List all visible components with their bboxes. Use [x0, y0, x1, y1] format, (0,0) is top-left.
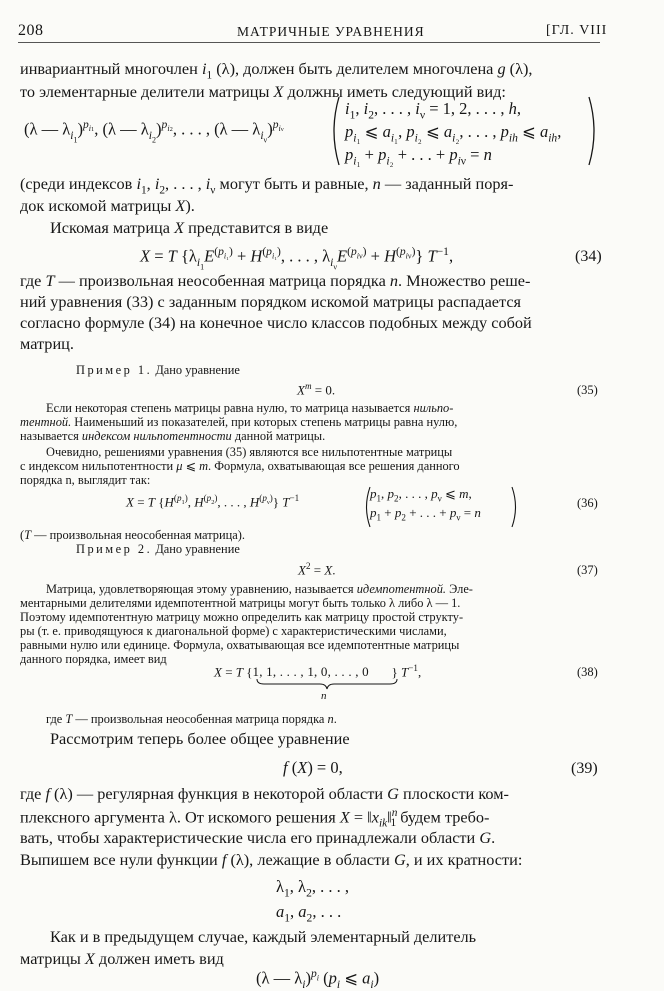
- para-6-line-1: где f (λ) — регулярная функция в некоторой области G плоскости ком-: [20, 784, 509, 803]
- equation-1-row-1: $i_1$, $i_2$, . . . , $i_\nu = 1$, 2, . . . , h,: [345, 99, 522, 122]
- para-3: Искомая матрица X представится в виде: [50, 218, 329, 237]
- para-2-line-1: (среди индексов $i_1$, $i_2$, . . . , $i_\nu$ могут быть и равные, n — заданный поря-: [20, 174, 514, 197]
- equation-37: $X^2 = X$.: [298, 561, 336, 578]
- small-para-2-line-2: с индексом нильпотентности μ ⩽ m. Формула, охватывающая все решения данного: [20, 459, 460, 473]
- equation-multiplicities: $a_1$, $a_2$, . . .: [276, 902, 342, 925]
- example-2-text: Дано уравнение: [155, 542, 240, 556]
- header-rule: [18, 42, 600, 43]
- example-2-label: Пример 2.: [76, 542, 153, 556]
- equation-38-brace-label: n: [321, 690, 327, 702]
- page-number: 208: [18, 22, 44, 39]
- equation-36-number: (36): [577, 496, 598, 510]
- small-para-2-line-1: Очевидно, решениями уравнения (35) являются все нильпотентные матрицы: [46, 445, 453, 459]
- para-7-line-1: Как и в предыдущем случае, каждый элементарный делитель: [50, 927, 477, 946]
- equation-1-row-3: $p_{i_1} + p_{i_2}$ + . . . + $p_{i\nu} = n$: [345, 145, 492, 168]
- equation-36: X = T {$H^{(p_1)}$, $H^{(p_2)}$, . . . , $H^{(p_\nu)}$} $T^{-1}$: [126, 493, 300, 510]
- equation-roots: $\lambda_1$, $\lambda_2$, . . . ,: [276, 877, 349, 900]
- para-1-line-2: то элементарные делители матрицы X должны иметь следующий вид:: [20, 82, 506, 101]
- para-4-line-1: где T — произвольная неособенная матрица порядка n. Множество реше-: [20, 271, 531, 290]
- para-1-line-1: инвариантный многочлен $i_1$ (λ), должен быть делителем многочлена g (λ),: [20, 59, 533, 82]
- para-7-line-2: матрицы X должен иметь вид: [20, 949, 224, 968]
- equation-1-prefix: (λ — $\lambda_{i_1})^{p_{i1}}$, (λ — $\lambda_{i_2})^{p_{i2}}$, . . . , (λ — $\lambda_{i_\nu})^{p_{i\nu}}$: [24, 119, 284, 145]
- para-4-line-2: ний уравнения (33) с заданным порядком искомой матрицы распадается: [20, 292, 522, 311]
- equation-1-row-2: $p_{i_1}$ ⩽ $a_{i_1}$, $p_{i_2}$ ⩽ $a_{i_2}$, . . . , $p_{ih}$ ⩽ $a_{ih}$,: [345, 122, 562, 145]
- equation-36-row-1: $p_1$, $p_2$, . . . , $p_\nu$ ⩽ m,: [370, 486, 472, 504]
- example-1-label: Пример 1.: [76, 363, 153, 377]
- equation-36-right-paren: [510, 486, 520, 528]
- para-6-line-3: вать, чтобы характеристические числа его принадлежали области G.: [20, 828, 496, 847]
- equation-34: X = T {$\lambda_{i_1}E^{(p_{i_1})} + H^{(p_{i_1})}$, . . . , $\lambda_{i_\nu}E^{(p_{i\nu})} + H^{(p_{i\nu})}$} $T^{-1}$,: [140, 246, 454, 272]
- small-para-1-line-2: тентной. Наименьший из показателей, при которых степень матрицы равна нулю,: [20, 415, 458, 429]
- para-2-line-2: док искомой матрицы X).: [20, 196, 195, 215]
- example-2-heading: [76, 543, 240, 555]
- equation-1-right-paren: [586, 95, 600, 167]
- equation-39-number: (39): [571, 760, 598, 777]
- small-para-1-line-3: называется индексом нильпотентности данной матрицы.: [20, 429, 326, 443]
- small-para-5: где T — произвольная неособенная матрица порядка n.: [46, 712, 337, 726]
- example-1-text: Дано уравнение: [155, 363, 240, 377]
- equation-last: (λ — $\lambda_i)^{p_i}$ ($p_i$ ⩽ $a_i$): [256, 968, 380, 991]
- running-title: МАТРИЧНЫЕ УРАВНЕНИЯ: [237, 24, 425, 39]
- example-1-heading: [76, 364, 240, 376]
- equation-1-left-paren: [328, 95, 342, 167]
- small-para-3: (T — произвольная неособенная матрица).: [20, 528, 245, 542]
- equation-37-number: (37): [577, 563, 598, 577]
- small-para-2-line-3: порядка n, выглядит так:: [20, 473, 151, 487]
- equation-39: f (X) = 0,: [283, 758, 343, 777]
- para-4-line-4: матриц.: [20, 334, 74, 353]
- equation-38: X = T {1, 1, . . . , 1, 0, . . . , 0 } $T^{-1}$,: [214, 663, 422, 680]
- para-6-line-2: плексного аргумента λ. От искомого решения $X = ‖x_{ik}‖^n_1$ будем требо-: [20, 807, 490, 830]
- equation-35: $X^m = 0$.: [297, 381, 336, 398]
- small-para-4-line-2: ментарными делителями идемпотентной матрицы могут быть только λ либо λ — 1.: [20, 596, 461, 610]
- equation-38-underbrace: [256, 678, 398, 690]
- small-para-4-line-1: Матрица, удовлетворяющая этому уравнению, называется идемпотентной. Эле-: [46, 582, 473, 596]
- equation-35-number: (35): [577, 383, 598, 397]
- para-5: Рассмотрим теперь более общее уравнение: [50, 729, 350, 748]
- small-para-4-line-6: данного порядка, имеет вид: [20, 652, 167, 666]
- chapter-ref: [ГЛ. VIII: [546, 23, 608, 38]
- equation-38-number: (38): [577, 665, 598, 679]
- small-para-4-line-4: ры (т. е. приводящуюся к диагональной форме) с характеристическими числами,: [20, 624, 447, 638]
- small-para-1-line-1: Если некоторая степень матрицы равна нулю, то матрица называется нильпо-: [46, 401, 454, 415]
- equation-34-number: (34): [575, 248, 602, 265]
- small-para-4-line-5: равными нулю или единице. Формула, охватывающая все идемпотентные матрицы: [20, 638, 460, 652]
- equation-36-row-2: $p_1 + p_2$ + . . . + $p_\nu = n$: [370, 505, 481, 523]
- small-para-4-line-3: Поэтому идемпотентную матрицу можно определить как матрицу простой структу-: [20, 610, 464, 624]
- para-4-line-3: согласно формуле (34) на конечное число классов подобных между собой: [20, 313, 532, 332]
- para-6-line-4: Выпишем все нули функции f (λ), лежащие в области G, и их кратности:: [20, 850, 523, 869]
